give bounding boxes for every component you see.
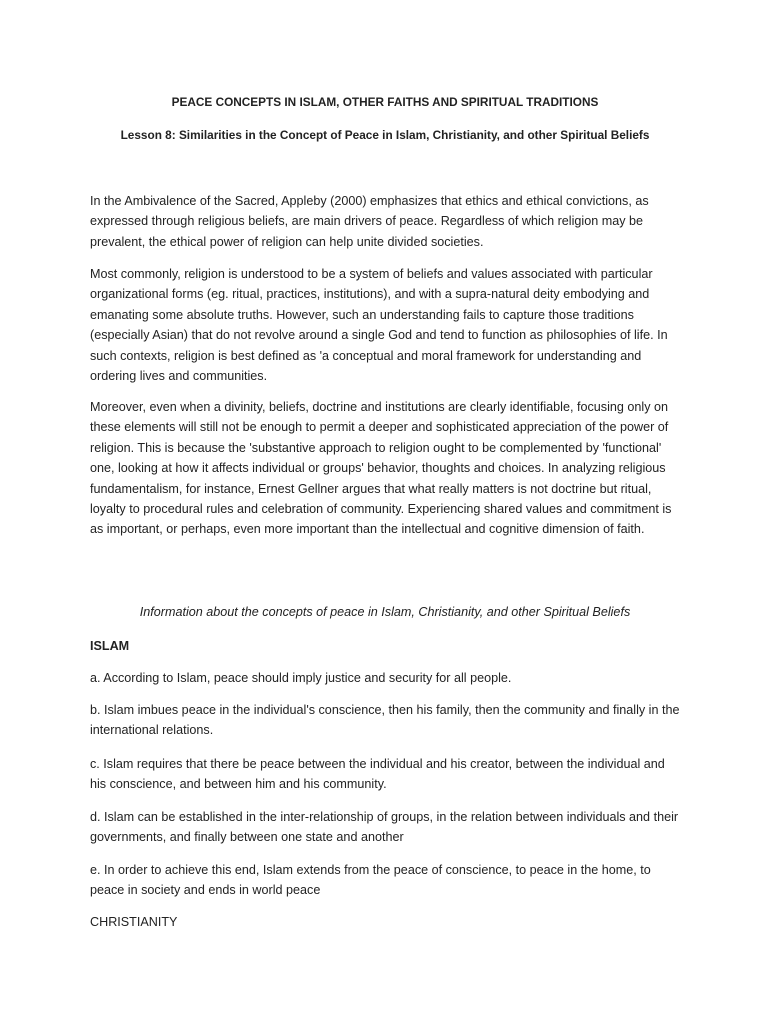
islam-item-a: a. According to Islam, peace should imply justice and security for all people. bbox=[90, 671, 512, 685]
lesson-title: Lesson 8: Similarities in the Concept of Peace in Islam, Christianity, and other Spiritual Beliefs bbox=[120, 128, 650, 142]
paragraph-1: In the Ambivalence of the Sacred, Appleby (2000) emphasizes that ethics and ethical convictions, as expressed through religious beliefs, are main drivers of peace. Regardless of which religion may be prevalent, the ethical power of religion can help unite divided societies. bbox=[90, 194, 649, 249]
paragraph-3: Moreover, even when a divinity, beliefs, doctrine and institutions are clearly identifiable, focusing only on these elements will still not be enough to permit a deeper and sophisticated appreciation of the power of religion. This is because the 'substantive approach to religion ought to be complemented by 'functional' one, looking at how it affects individual or groups' behavior, thoughts and choices. In analyzing religious fundamentalism, for instance, Ernest Gellner argues that what really matters is not doctrine but ritual, loyalty to procedural rules and celebration of community. Experiencing shared values and commitment is as important, or perhaps, even more important than the intellectual and cognitive dimension of faith. bbox=[90, 400, 672, 537]
document-title: PEACE CONCEPTS IN ISLAM, OTHER FAITHS AND SPIRITUAL TRADITIONS bbox=[171, 95, 599, 109]
islam-heading: ISLAM bbox=[90, 639, 130, 653]
christianity-heading: CHRISTIANITY bbox=[90, 915, 178, 929]
islam-item-d: d. Islam can be established in the inter-relationship of groups, in the relation between individuals and their governments, and finally between one state and another bbox=[90, 810, 679, 845]
info-subtitle: Information about the concepts of peace in Islam, Christianity, and other Spiritual Beliefs bbox=[139, 605, 631, 619]
islam-item-b: b. Islam imbues peace in the individual's conscience, then his family, then the community and finally in the international relations. bbox=[90, 703, 680, 738]
paragraph-2: Most commonly, religion is understood to be a system of beliefs and values associated with particular organizational forms (eg. ritual, practices, institutions), and with a supra-natural deity embodying and emanating some absolute truths. However, such an understanding fails to capture those traditions (especially Asian) that do not revolve around a single God and tend to function as philosophies of life. In such contexts, religion is best defined as 'a conceptual and moral framework for understanding and ordering lives and communities. bbox=[90, 267, 668, 384]
islam-item-e: e. In order to achieve this end, Islam extends from the peace of conscience, to peace in the home, to peace in society and ends in world peace bbox=[90, 863, 651, 898]
islam-item-c: c. Islam requires that there be peace between the individual and his creator, between the individual and his conscience, and between him and his community. bbox=[90, 757, 665, 792]
